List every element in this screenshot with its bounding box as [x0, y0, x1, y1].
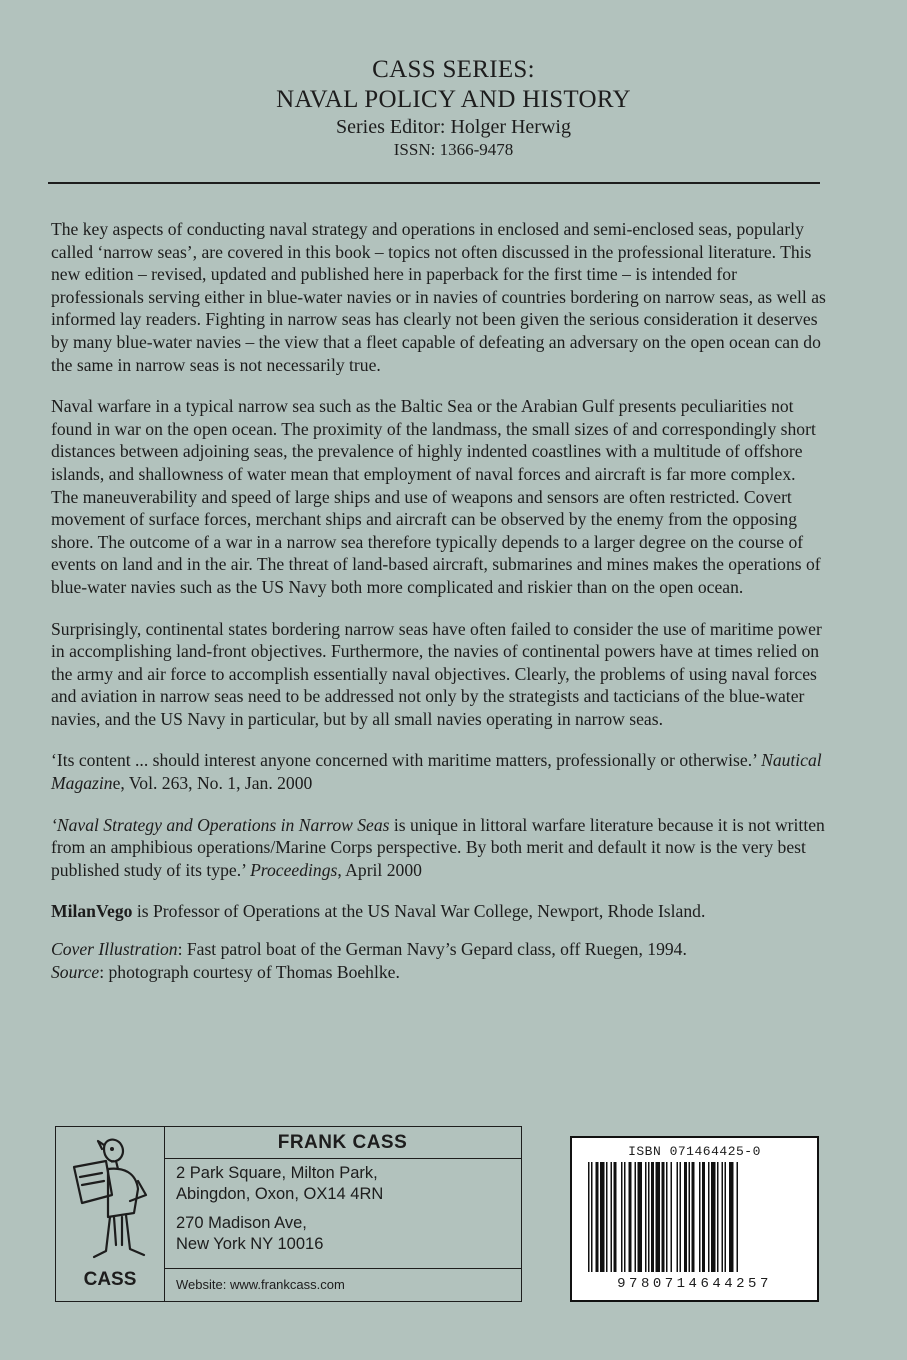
quote-2-source: Proceedings: [250, 859, 338, 880]
barcode-bar: [677, 1162, 679, 1272]
quote-2-book-title: ‘Naval Strategy and Operations in Narrow Seas: [51, 814, 390, 835]
barcode-bar: [596, 1162, 599, 1272]
barcode-bar: [591, 1162, 593, 1272]
barcode-bars-icon: [586, 1162, 805, 1272]
photo-source: [51, 961, 826, 984]
photo-source-label: Source: [51, 961, 100, 982]
ean-number: 9780714644257: [617, 1276, 772, 1292]
blurb: [51, 218, 826, 983]
barcode-bar: [722, 1162, 724, 1272]
cover-credit: [51, 938, 826, 961]
scholar-figure-icon: [64, 1133, 156, 1263]
isbn-barcode: [570, 1136, 819, 1302]
publisher-box: [55, 1126, 522, 1302]
header-divider: [48, 182, 820, 184]
publisher-name: FRANK CASS: [164, 1127, 521, 1159]
review-quote-1: [51, 749, 826, 794]
series-title-line1: CASS SERIES:: [372, 56, 535, 83]
series-header: [0, 55, 907, 161]
barcode-bar: [648, 1162, 650, 1272]
barcode-bar: [588, 1162, 590, 1272]
publisher-website: Website: www.frankcass.com: [176, 1277, 345, 1292]
uk-address-line-1: 2 Park Square, Milton Park,: [176, 1164, 378, 1182]
author-name: MilanVego: [51, 901, 133, 922]
barcode-bar: [711, 1162, 716, 1272]
quote-1-source: Nautical Magazin: [51, 750, 822, 794]
website-row: [164, 1268, 521, 1302]
barcode-bar: [729, 1162, 734, 1272]
publisher-logo: [56, 1127, 165, 1301]
quote-1-source-tail: e, Vol. 263, No. 1, Jan. 2000: [112, 773, 313, 794]
publisher-logo-text: CASS: [83, 1269, 137, 1290]
barcode-bar: [611, 1162, 613, 1272]
barcode-bar: [645, 1162, 647, 1272]
barcode-bar: [689, 1162, 691, 1272]
barcode-bar: [651, 1162, 654, 1272]
series-issn: ISSN: 1366-9478: [393, 140, 514, 159]
barcode-bar: [662, 1162, 665, 1272]
cover-credit-label: Cover Illustration: [51, 939, 178, 960]
author-bio: [51, 900, 826, 923]
barcode-bar: [629, 1162, 632, 1272]
us-address-line-1: 270 Madison Ave,: [176, 1214, 307, 1232]
barcode-bar: [635, 1162, 637, 1272]
barcode-bar: [638, 1162, 643, 1272]
review-quote-2: [51, 814, 826, 882]
barcode-bar: [680, 1162, 682, 1272]
barcode-bar: [684, 1162, 687, 1272]
barcode-bar: [621, 1162, 623, 1272]
barcode-bar: [702, 1162, 705, 1272]
barcode-bar: [717, 1162, 719, 1272]
uk-address-line-2: Abingdon, Oxon, OX14 4RN: [176, 1184, 384, 1203]
cover-credit-text: : Fast patrol boat of the German Navy’s Gepard class, off Ruegen, 1994.: [177, 939, 687, 960]
barcode-bar: [692, 1162, 695, 1272]
author-bio-text: is Professor of Operations at the US Naval War College, Newport, Rhode Island.: [132, 901, 706, 922]
us-address: [176, 1213, 323, 1254]
quote-2-date: , April 2000: [337, 859, 422, 880]
us-address-line-2: New York NY 10016: [176, 1234, 324, 1253]
series-editor: Series Editor: Holger Herwig: [336, 116, 571, 138]
isbn-number: ISBN 071464425-0: [628, 1144, 761, 1159]
barcode-bar: [708, 1162, 710, 1272]
blurb-paragraph-1: The key aspects of conducting naval strategy and operations in enclosed and semi-enclosed seas, popularly called ‘narrow seas’, are covered in this book – topics not often discussed in the professional literature. This new edition – revised, updated and published here in paperback for the first time – is intended for professionals serving either in blue-water navies or in navies of countries bordering on narrow seas, as well as informed lay readers. Fighting in narrow seas has clearly not been given the serious consideration it deserves by many blue-water navies – the view that a fleet capable of defeating an adversary on the open ocean can do the same in narrow seas is not necessarily true.: [51, 219, 826, 375]
barcode-bar: [624, 1162, 626, 1272]
photo-source-text: : photograph courtesy of Thomas Boehlke.: [99, 961, 400, 982]
barcode-bar: [614, 1162, 617, 1272]
series-title-line2: NAVAL POLICY AND HISTORY: [276, 86, 631, 113]
blurb-paragraph-2: Naval warfare in a typical narrow sea such as the Baltic Sea or the Arabian Gulf presents peculiarities not found in war on the open ocean. The proximity of the landmass, the small sizes of and correspondingly short distances between adjoining seas, the prevalence of highly indented coastlines with a multitude of offshore islands, and shallowness of water mean that employment of naval forces and aircraft is far more complex. The maneuverability and speed of large ships and use of weapons and sensors are often restricted. Covert movement of surface forces, merchant ships and aircraft can be observed by the enemy from the opposing shore. The outcome of a war in a narrow sea therefore typically depends to a larger degree on the course of events on land and in the air. The threat of land-based aircraft, submarines and mines makes the operations of blue-water navies such as the US Navy both more complicated and riskier than on the open ocean.: [51, 396, 821, 597]
barcode-bar: [606, 1162, 608, 1272]
barcode-bar: [666, 1162, 668, 1272]
barcode-bar: [600, 1162, 605, 1272]
barcode-bar: [699, 1162, 701, 1272]
quote-2-text: is unique in littoral warfare literature because it is not written from an amphibious operations/Marine Corps perspective. By both merit and default it now is the very best published study of its type.’: [51, 814, 825, 880]
barcode-bar: [737, 1162, 739, 1272]
uk-address: [176, 1163, 383, 1204]
barcode-bar: [725, 1162, 727, 1272]
quote-1-text: ‘Its content ... should interest anyone concerned with maritime matters, professionally or otherwise.’: [51, 750, 762, 771]
barcode-bar: [671, 1162, 673, 1272]
blurb-paragraph-3: Surprisingly, continental states bordering narrow seas have often failed to consider the use of maritime power in accomplishing land-front objectives. Furthermore, the navies of continental powers have at times relied on the army and air force to accomplish essentially naval objectives. Clearly, the problems of using naval forces and aviation in narrow seas need to be addressed not only by the strategists and tacticians of the blue-water navies, and the US Navy in particular, but by all small navies operating in narrow seas.: [51, 618, 822, 729]
barcode-bar: [656, 1162, 661, 1272]
